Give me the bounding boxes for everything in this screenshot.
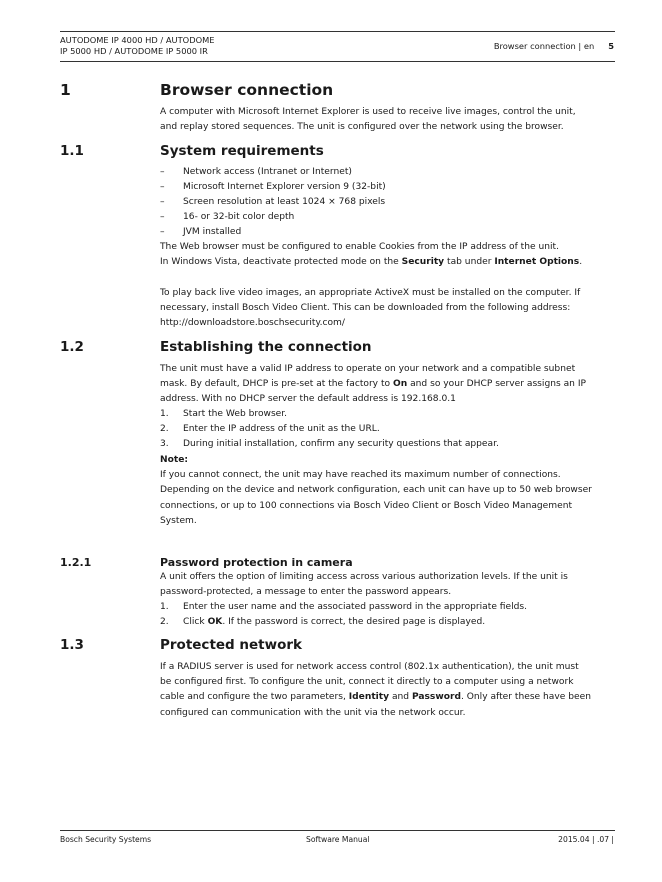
password-paragraph (160, 570, 618, 600)
download-url: http://downloadstore.boschsecurity.com/ (160, 318, 345, 329)
footer-rule (60, 830, 615, 831)
connection-paragraph (160, 362, 618, 408)
step-number: 1. (160, 602, 169, 612)
password-line-1: A unit offers the option of limiting access across various authorization levels. If the unit is (160, 572, 568, 582)
header-right (494, 41, 614, 51)
note-line-1: If you cannot connect, the unit may have reached its maximum number of connections. (160, 470, 561, 481)
step-number: 2. (160, 617, 169, 627)
protected-line-3-post: . Only after these have been (460, 692, 591, 703)
header-product-line-2: IP 5000 HD / AUTODOME IP 5000 IR (60, 46, 208, 56)
cookies-text: The Web browser must be configured to enable Cookies from the IP address of the unit. (160, 242, 560, 252)
section-1-title: Browser connection (160, 81, 334, 99)
section-1-1-title: System requirements (160, 143, 324, 159)
section-1-intro-line-2: and replay stored sequences. The unit is configured over the network using the browser. (160, 122, 564, 133)
step-text: Start the Web browser. (183, 409, 288, 419)
protected-line-3 (160, 690, 618, 705)
on-term: On (392, 379, 408, 390)
header-top-rule (60, 31, 615, 32)
step-text (183, 615, 485, 630)
connection-line-1: The unit must have a valid IP address to operate on your network and a compatible subnet (160, 364, 576, 374)
activex-paragraph (160, 286, 618, 332)
note-label-line (160, 453, 618, 468)
section-1-intro (160, 105, 618, 135)
dash-marker: – (160, 227, 165, 237)
security-tab-term: Security (401, 257, 445, 268)
requirement-text: 16- or 32-bit color depth (183, 212, 295, 222)
vista-text-mid: tab under (444, 257, 495, 268)
note-line-3: connections, or up to 100 connections via Bosch Video Client or Bosch Video Management (160, 500, 573, 511)
internet-options-term: Internet Options (494, 257, 580, 268)
dash-marker: – (160, 197, 165, 207)
step-number: 2. (160, 424, 169, 434)
step-text: Enter the IP address of the unit as the URL. (183, 424, 380, 434)
section-1-2-1-number: 1.2.1 (60, 556, 92, 569)
requirement-text: JVM installed (183, 227, 242, 237)
connection-line-3: address. With no DHCP server the default address is 192.168.0.1 (160, 394, 456, 405)
section-1-intro-line-1: A computer with Microsoft Internet Explorer is used to receive live images, control the unit, (160, 107, 576, 117)
requirement-text: Screen resolution at least 1024 × 768 pixels (183, 197, 386, 207)
protected-line-3-mid: and (389, 692, 412, 703)
section-1-1-number: 1.1 (60, 143, 84, 159)
protected-line-4: configured can communication with the unit via the network occur. (160, 707, 466, 718)
step-text: Enter the user name and the associated password in the appropriate fields. (183, 602, 528, 612)
note-line-4: System. (160, 515, 197, 526)
activex-line-2: necessary, install Bosch Video Client. This can be downloaded from the following address: (160, 303, 571, 314)
protected-network-paragraph (160, 660, 618, 721)
section-1-number: 1 (60, 81, 71, 99)
header-product-name (60, 35, 290, 57)
vista-text-pre: In Windows Vista, deactivate protected mode on the (160, 257, 402, 268)
protected-line-1: If a RADIUS server is used for network access control (802.1x authentication), the unit must (160, 662, 579, 672)
header-chapter: Browser connection | en (493, 41, 595, 51)
section-1-2-title: Establishing the connection (160, 339, 372, 355)
vista-text (160, 255, 618, 270)
section-1-2-1-title: Password protection in camera (160, 556, 353, 569)
connection-line-2-pre: mask. By default, DHCP is pre-set at the factory to (160, 379, 393, 390)
note-line-2: Depending on the device and network configuration, each unit can have up to 50 web browser (160, 485, 592, 496)
requirement-text: Microsoft Internet Explorer version 9 (32-bit) (183, 182, 386, 192)
dash-marker: – (160, 212, 165, 222)
footer-version: 2015.04 | .07 | (558, 835, 614, 844)
header-bottom-rule (60, 61, 615, 62)
protected-line-2: be configured first. To configure the unit, connect it directly to a computer using a network (160, 677, 574, 688)
step-text-post: . If the password is correct, the desired page is displayed. (222, 617, 486, 627)
protected-line-3-pre: cable and configure the two parameters, (160, 692, 349, 703)
connection-line-2-post: and so your DHCP server assigns an IP (407, 379, 586, 390)
note-label: Note: (160, 455, 189, 465)
requirement-text: Network access (Intranet or Internet) (183, 167, 352, 177)
step-text: During initial installation, confirm any security questions that appear. (183, 439, 499, 449)
dash-marker: – (160, 182, 165, 192)
password-line-2: password-protected, a message to enter the password appears. (160, 587, 452, 598)
header-product-line-1: AUTODOME IP 4000 HD / AUTODOME (60, 35, 215, 45)
step-number: 3. (160, 439, 169, 449)
section-1-3-number: 1.3 (60, 637, 84, 653)
vista-text-end: . (579, 257, 583, 268)
activex-line-1: To play back live video images, an appropriate ActiveX must be installed on the computer. If (160, 288, 581, 298)
footer-doc-type: Software Manual (306, 835, 370, 844)
note-block (160, 453, 618, 529)
header-page-number: 5 (608, 41, 614, 51)
footer-company: Bosch Security Systems (60, 835, 152, 844)
dash-marker: – (160, 167, 165, 177)
ok-term: OK (207, 617, 223, 627)
step-number: 1. (160, 409, 169, 419)
identity-term: Identity (348, 692, 390, 703)
connection-line-2 (160, 377, 618, 392)
step-text-pre: Click (183, 617, 208, 627)
section-1-2-number: 1.2 (60, 339, 84, 355)
section-1-3-title: Protected network (160, 637, 303, 653)
password-term: Password (411, 692, 461, 703)
cookies-paragraph (160, 240, 618, 270)
